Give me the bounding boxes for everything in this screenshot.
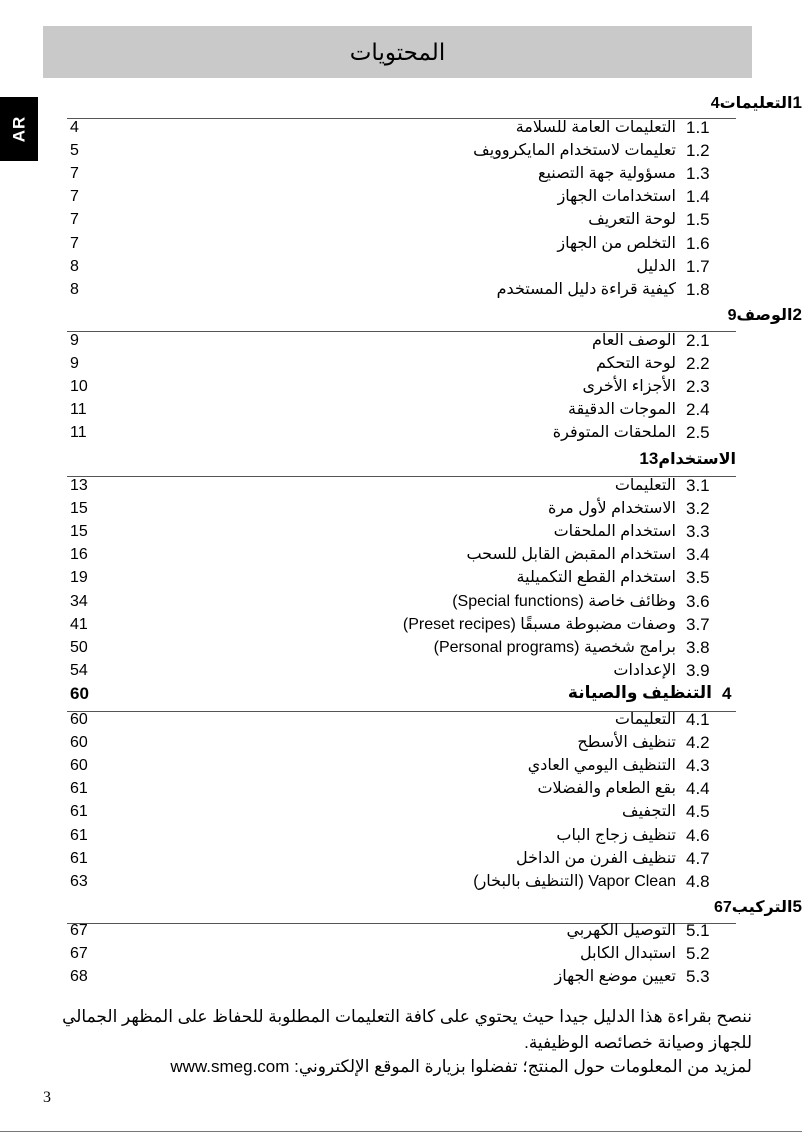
toc-entry[interactable] [0, 141, 802, 167]
toc-entry-page: 67 [70, 945, 88, 963]
toc-entry[interactable] [0, 187, 802, 213]
toc-entry[interactable] [0, 476, 802, 502]
toc-entry-title: لوحة التعريف [588, 211, 676, 229]
toc-entry-page: 7 [70, 211, 79, 229]
toc-entry[interactable] [0, 400, 802, 426]
toc-entry-page: 67 [70, 922, 88, 939]
toc-entry-number: 4.6 [686, 825, 710, 845]
toc-entry-title: استخدام المقبض القابل للسحب [466, 546, 676, 564]
toc-entry-number: 3.6 [686, 591, 710, 611]
toc-entry-title: Vapor Clean (التنظيف بالبخار) [473, 872, 676, 890]
toc-entry-number: 1.2 [686, 141, 710, 161]
toc-entry-title: الأجزاء الأخرى [582, 378, 676, 396]
toc-entry-page: 11 [70, 401, 87, 419]
toc-entry-title: تنظيف زجاج الباب [556, 826, 676, 844]
toc-entry-number: 3.7 [686, 614, 710, 634]
toc-entry-title: الموجات الدقيقة [568, 401, 676, 419]
toc-entry[interactable] [0, 377, 802, 403]
toc-entry-number: 5.3 [686, 967, 710, 987]
toc-entry-number: 4.1 [686, 710, 710, 729]
toc-entry[interactable] [0, 967, 802, 993]
toc-entry-number: 1.6 [686, 233, 710, 253]
section-number: 4 [722, 684, 732, 703]
toc-entry[interactable] [0, 779, 802, 805]
toc-entry-page: 61 [70, 826, 88, 844]
toc-entry-number: 2.4 [686, 400, 710, 420]
toc-entry-title: استخدام الملحقات [553, 523, 676, 541]
toc-entry-number: 3.9 [686, 660, 710, 680]
toc-entry-page: 61 [70, 849, 88, 867]
toc-entry-page: 8 [70, 257, 79, 275]
toc-entry-title: تنظيف الأسطح [577, 734, 676, 752]
toc-entry-page: 34 [70, 592, 88, 610]
toc-entry[interactable] [0, 872, 802, 898]
footer-advice: ننصح بقراءة هذا الدليل جيدا حيث يحتوي على كافة التعليمات المطلوبة للحفاظ على المظهر الجمالي للجهاز وصيانة خصائصه الوظيفية. [62, 1007, 752, 1052]
toc-entry-title: تنظيف الفرن من الداخل [515, 849, 676, 867]
toc-entry-page: 15 [70, 500, 88, 518]
toc-entry-page: 7 [70, 234, 79, 252]
toc-entry-number: 1.1 [686, 118, 710, 137]
toc-entry-number: 2.5 [686, 423, 710, 443]
toc-entry[interactable] [0, 257, 802, 283]
toc-entry[interactable] [0, 522, 802, 548]
toc-entry[interactable] [0, 710, 802, 736]
toc-entry-title: تعيين موضع الجهاز [554, 968, 676, 986]
section-page: 60 [70, 684, 89, 703]
toc-entry-number: 3.1 [686, 476, 710, 495]
toc-entry-page: 9 [70, 355, 79, 373]
toc-entry-page: 60 [70, 711, 88, 728]
toc-entry[interactable] [0, 280, 802, 306]
toc-entry-page: 60 [70, 757, 88, 775]
page-number: 3 [43, 1089, 51, 1106]
toc-entry-title: التجفيف [622, 803, 676, 821]
toc-entry[interactable] [0, 733, 802, 759]
toc-entry-page: 63 [70, 872, 88, 890]
footer-more-info: لمزيد من المعلومات حول المنتج؛ تفضلوا بزيارة الموقع الإلكتروني: www.smeg.com [170, 1057, 752, 1076]
toc-entry[interactable] [0, 545, 802, 571]
toc-entry-number: 4.7 [686, 848, 710, 868]
toc-entry-page: 13 [70, 477, 88, 494]
section-heading: الاستخدام 13 [639, 449, 736, 468]
toc-entry-number: 1.3 [686, 164, 710, 184]
toc-entry-number: 3.5 [686, 568, 710, 588]
toc-entry-title: الاستخدام لأول مرة [547, 500, 676, 518]
toc-entry-page: 16 [70, 546, 88, 564]
toc-entry-title: الإعدادات [613, 661, 676, 679]
toc-entry[interactable] [0, 615, 802, 641]
page-title-bar [43, 26, 752, 78]
toc-entry-title: الدليل [636, 257, 676, 275]
toc-entry-number: 4.8 [686, 871, 710, 891]
toc-entry-page: 61 [70, 780, 88, 798]
toc-entry-number: 4.3 [686, 756, 710, 776]
section-title: التنظيف والصيانة [567, 683, 712, 702]
toc-entry[interactable] [0, 944, 802, 970]
toc-entry-title: بقع الطعام والفضلات [537, 780, 676, 798]
toc-entry[interactable] [0, 568, 802, 594]
toc-entry[interactable] [0, 234, 802, 260]
toc-entry[interactable] [0, 115, 802, 144]
toc-entry[interactable] [0, 756, 802, 782]
toc-entry-number: 1.7 [686, 256, 710, 276]
toc-entry-number: 3.8 [686, 637, 710, 657]
toc-entry-page: 8 [70, 280, 79, 298]
toc-entry-page: 61 [70, 803, 88, 821]
toc-entry-title: مسؤولية جهة التصنيع [537, 165, 676, 183]
toc-entry-title: لوحة التحكم [595, 355, 676, 373]
toc-entry-title: التعليمات العامة للسلامة [515, 119, 676, 136]
toc-entry-title: استخدامات الجهاز [557, 188, 676, 206]
toc-entry-title: وصفات مضبوطة مسبقًا (Preset recipes) [402, 615, 676, 633]
toc-entry[interactable] [0, 164, 802, 190]
toc-entry-title: استبدال الكابل [579, 945, 676, 963]
section-heading: 5 التركيب 67 [713, 897, 802, 916]
toc-entry-page: 11 [70, 424, 87, 442]
toc-entry-number: 5.1 [686, 921, 710, 940]
website-link[interactable]: www.smeg.com [170, 1057, 290, 1076]
toc-entry-title: كيفية قراءة دليل المستخدم [496, 280, 676, 298]
toc-entry-page: 9 [70, 332, 79, 349]
toc-entry-number: 3.3 [686, 522, 710, 542]
toc-entry-title: برامج شخصية (Personal programs) [433, 638, 676, 656]
toc-entry-number: 3.4 [686, 545, 710, 565]
toc-entry-page: 10 [70, 378, 88, 396]
language-tab-label: AR [9, 115, 28, 143]
toc-entry-title: التعليمات [614, 477, 676, 494]
page-title: المحتويات [349, 38, 446, 65]
toc-entry[interactable] [0, 849, 802, 875]
toc-entry-title: التنظيف اليومي العادي [527, 757, 676, 775]
toc-entry[interactable] [0, 802, 802, 828]
toc-entry-number: 4.5 [686, 802, 710, 822]
toc-entry-number: 1.8 [686, 279, 710, 299]
toc-entry-number: 1.5 [686, 210, 710, 230]
toc-entry-page: 7 [70, 188, 79, 206]
toc-entry-page: 54 [70, 661, 88, 679]
toc-entry[interactable] [0, 661, 802, 687]
toc-entry[interactable] [0, 826, 802, 852]
toc-entry-page: 60 [70, 734, 88, 752]
toc-entry-title: التخلص من الجهاز [557, 234, 676, 252]
toc-entry[interactable] [0, 423, 802, 449]
toc-entry[interactable] [0, 331, 802, 357]
toc-entry-title: الوصف العام [592, 332, 676, 349]
toc-entry[interactable] [0, 210, 802, 236]
toc-entry[interactable] [0, 592, 802, 618]
toc-entry-number: 4.4 [686, 779, 710, 799]
toc-entry-title: وظائف خاصة (Special functions) [452, 592, 676, 610]
toc-entry-title: التوصيل الكهربي [566, 922, 676, 939]
toc-entry-page: 7 [70, 165, 79, 183]
toc-entry[interactable] [0, 354, 802, 380]
toc-entry-number: 2.2 [686, 354, 710, 374]
toc-entry-number: 1.4 [686, 187, 710, 207]
toc-entry-page: 50 [70, 638, 88, 656]
toc-entry-page: 19 [70, 569, 88, 587]
toc-entry-number: 3.2 [686, 499, 710, 519]
toc-entry-page: 41 [70, 615, 88, 633]
bottom-rule [0, 1131, 802, 1132]
toc-entry[interactable] [0, 921, 802, 947]
toc-entry-title: التعليمات [614, 711, 676, 728]
toc-entry-page: 15 [70, 523, 88, 541]
toc-entry-number: 4.2 [686, 733, 710, 753]
toc-entry-title: الملحقات المتوفرة [552, 424, 676, 442]
toc-entry[interactable] [0, 499, 802, 525]
toc-entry[interactable] [0, 638, 802, 664]
toc-entry-page: 68 [70, 968, 88, 986]
toc-entry-number: 5.2 [686, 944, 710, 964]
toc-entry-title: استخدام القطع التكميلية [516, 569, 676, 587]
toc-entry-page: 5 [70, 142, 79, 160]
toc-entry-page: 4 [70, 119, 79, 136]
toc-entry-title: تعليمات لاستخدام المايكروويف [473, 142, 676, 160]
section-heading: 1 التعليمات 4 [710, 93, 802, 112]
section-heading: 2 الوصف 9 [727, 305, 802, 324]
toc-entry-number: 2.3 [686, 377, 710, 397]
toc-entry-number: 2.1 [686, 331, 710, 350]
